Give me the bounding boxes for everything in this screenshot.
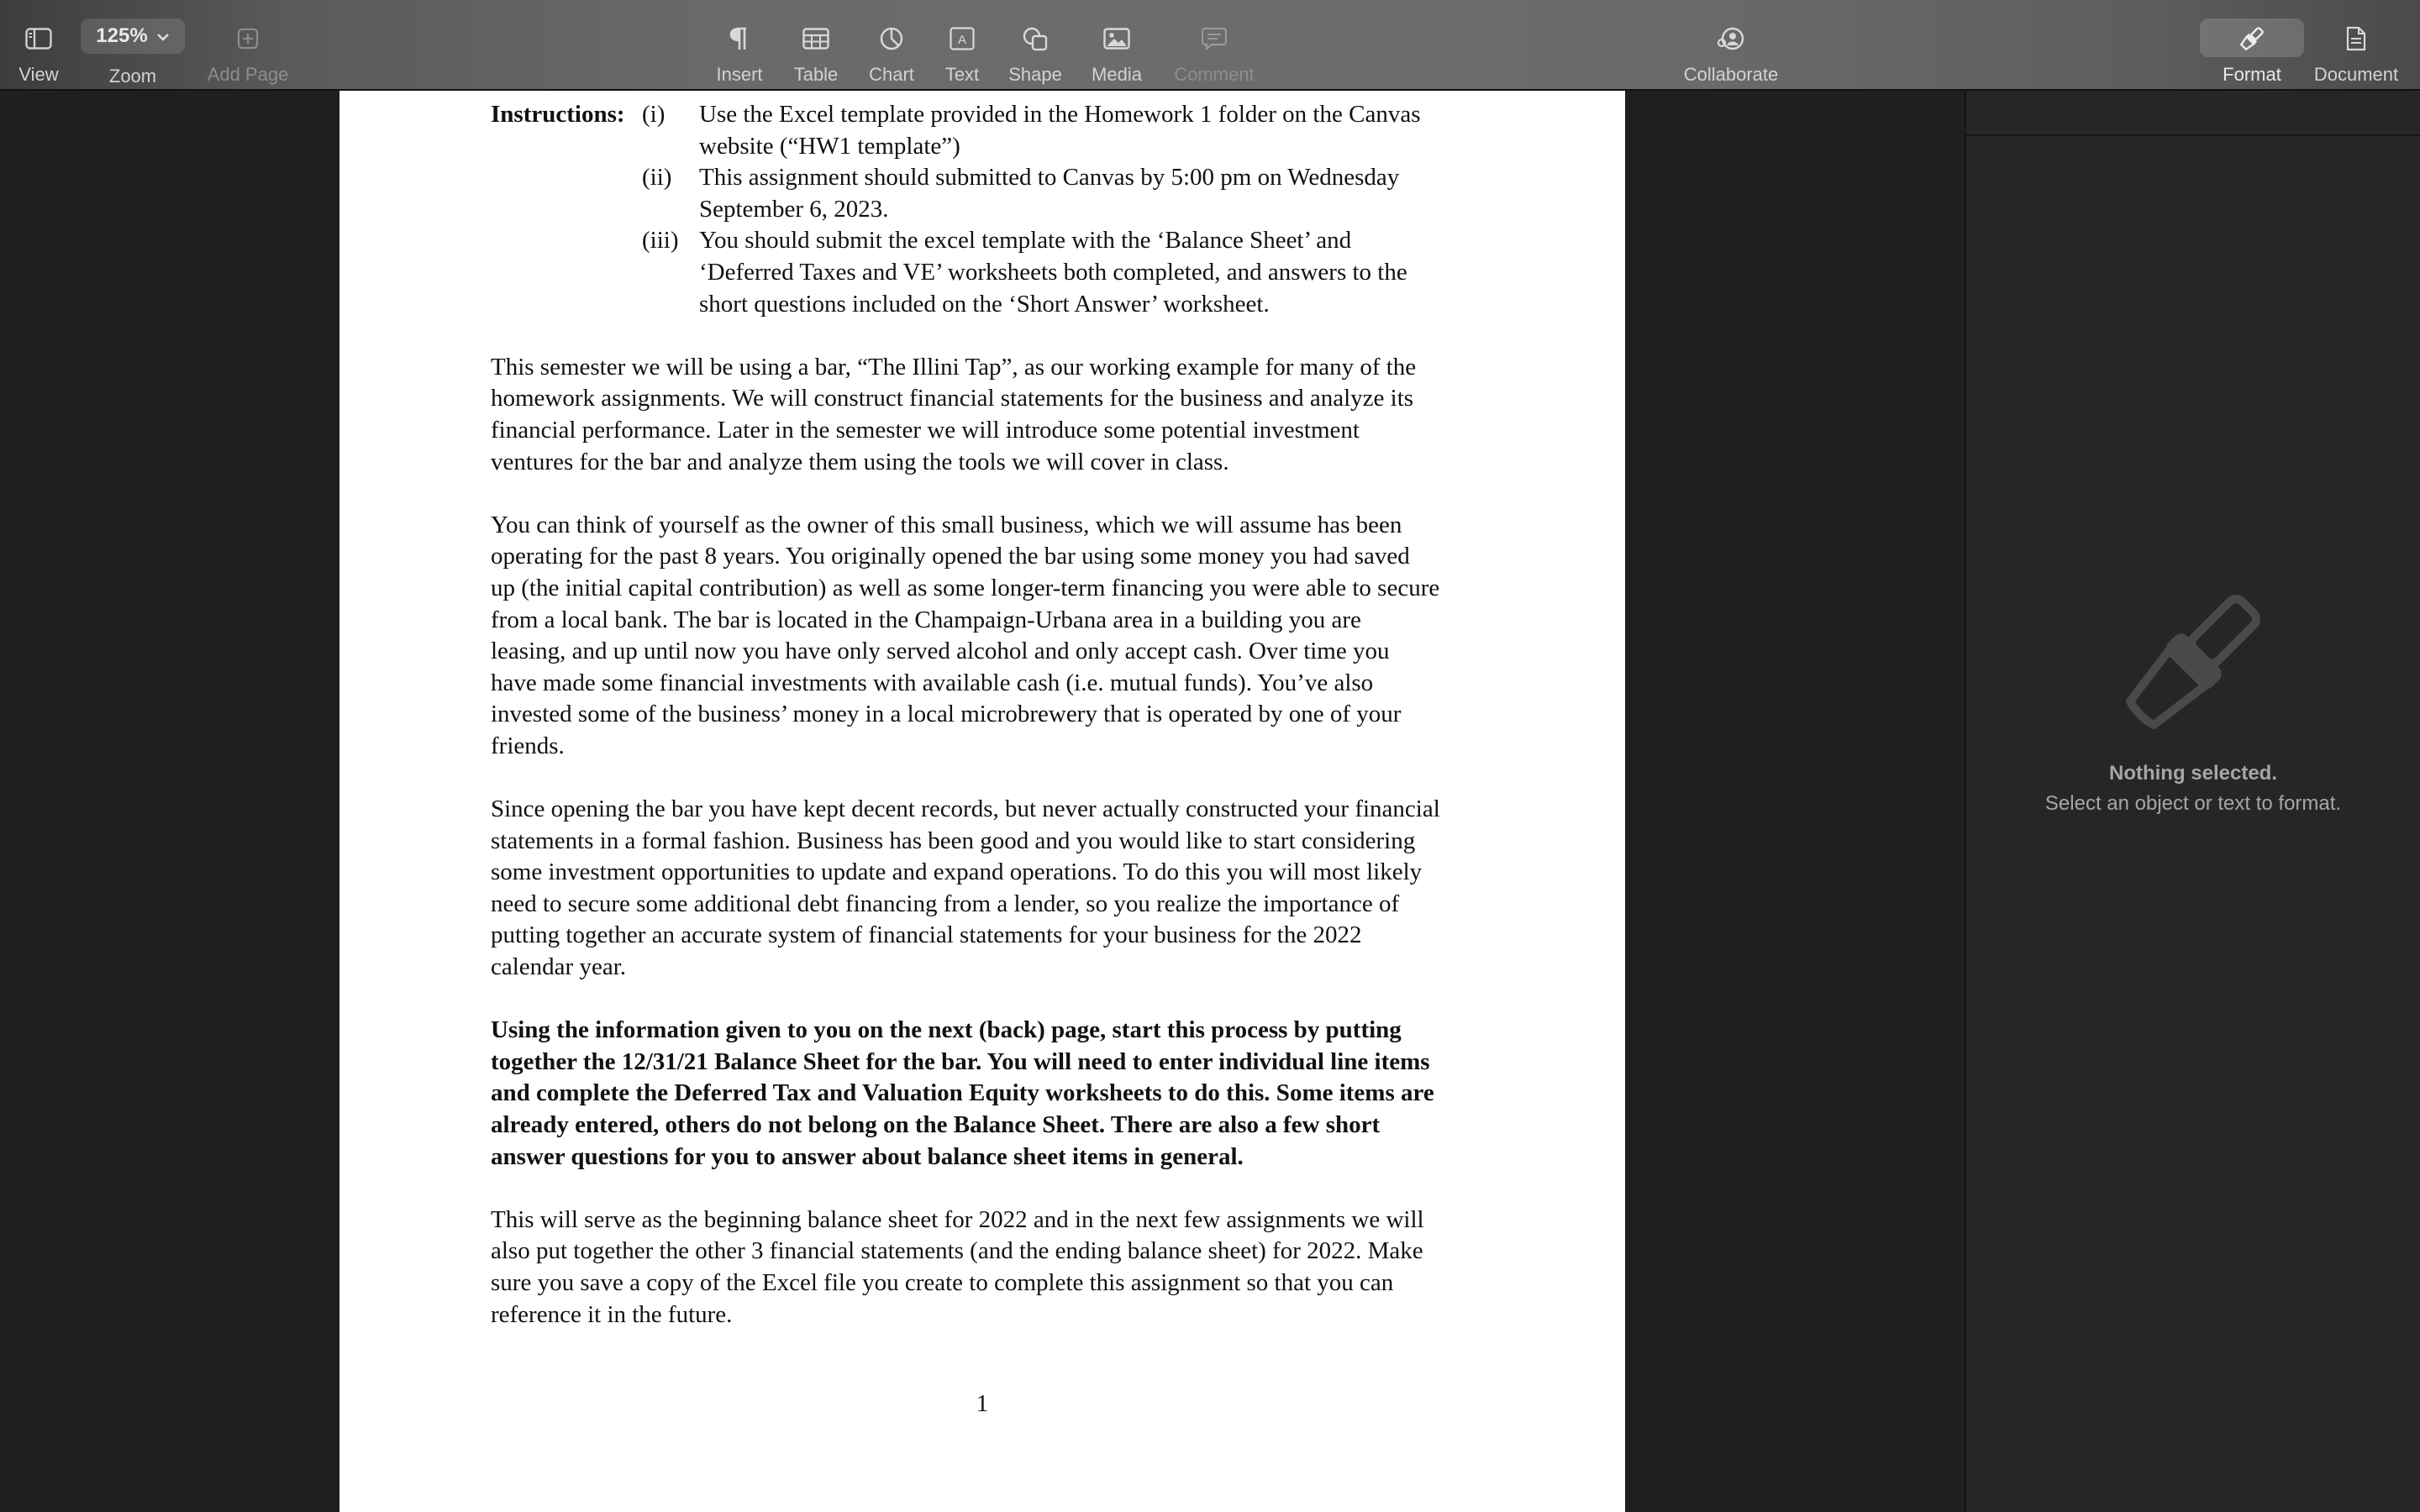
text-line: and complete the Deferred Tax and Valuation Equity worksheets to do this. Some items are: [491, 1079, 1434, 1107]
add-page-label: Add Page: [207, 64, 289, 85]
media-label: Media: [1092, 64, 1142, 85]
text-line: from a local bank. The bar is located in the Champaign-Urbana area in a building you are: [491, 606, 1361, 633]
comment-button[interactable]: [1166, 0, 1262, 91]
instruction-item: [642, 225, 1482, 320]
paragraph-intro: [491, 352, 1482, 478]
text-line: You should submit the excel template with the ‘Balance Sheet’ and: [699, 227, 1352, 255]
text-line: putting together an accurate system of financial statements for your business for the 2022: [491, 921, 1362, 949]
instructions-heading: Instructions:: [491, 101, 625, 128]
chart-label: Chart: [869, 64, 914, 85]
text-line: sure you save a copy of the Excel file you create to complete this assignment so that you can: [491, 1268, 1394, 1296]
zoom-control[interactable]: [81, 0, 185, 91]
zoom-value: 125%: [96, 24, 148, 47]
paragraph-owner: [491, 510, 1482, 763]
document-icon: [2346, 22, 2366, 55]
toolbar: [0, 0, 2420, 91]
pilcrow-icon: [729, 22, 750, 55]
table-label: Table: [793, 64, 839, 85]
text-line: statements in a formal fashion. Business has been good and you would like to start considering: [491, 827, 1416, 854]
text-line: financial performance. Later in the semester we will introduce some potential investment: [491, 416, 1360, 444]
text-line: Since opening the bar you have kept decent records, but never actually constructed your financial: [491, 795, 1440, 823]
text-line: This semester we will be using a bar, “The Illini Tap”, as our working example for many of the: [491, 353, 1417, 381]
text-line: answer questions for you to answer about balance sheet items in general.: [491, 1142, 1244, 1170]
document-label: Document: [2313, 64, 2399, 85]
paragraph-closing: [491, 1205, 1482, 1331]
insert-label: Insert: [716, 64, 763, 85]
text-button[interactable]: [931, 0, 993, 91]
pie-chart-icon: [879, 22, 904, 55]
instruction-number: (iii): [642, 227, 679, 255]
text-line: ventures for the bar and analyze them using the tools we will cover in class.: [491, 448, 1229, 475]
comment-label: Comment: [1174, 64, 1255, 85]
text-line: friends.: [491, 732, 565, 759]
text-line: have made some financial investments with available cash (i.e. mutual funds). You’ve also: [491, 669, 1374, 696]
zoom-select[interactable]: [81, 18, 185, 54]
text-label: Text: [944, 64, 980, 85]
plus-square-icon: [237, 22, 259, 55]
table-button[interactable]: [782, 0, 850, 91]
inspector-header: [1966, 91, 2420, 136]
nothing-selected-title: Nothing selected.: [2108, 762, 2278, 785]
text-line: Using the information given to you on the next (back) page, start this process by putting: [491, 1016, 1402, 1044]
text-line: Use the Excel template provided in the Homework 1 folder on the Canvas: [699, 101, 1421, 128]
instruction-text: [699, 162, 1482, 225]
text-line: short questions included on the ‘Short Answer’ worksheet.: [699, 290, 1270, 318]
text-line: reference it in the future.: [491, 1300, 733, 1328]
instruction-item: [642, 99, 1482, 162]
document-body[interactable]: [491, 99, 1482, 1331]
add-page-button[interactable]: [202, 0, 294, 91]
page-number: 1: [976, 1390, 989, 1417]
text-line: This assignment should submitted to Canvas by 5:00 pm on Wednesday: [699, 164, 1400, 192]
instructions-list: [642, 99, 1482, 320]
collaborate-label: Collaborate: [1683, 64, 1779, 85]
chevron-down-icon: [156, 24, 170, 48]
text-line: You can think of yourself as the owner of this small business, which we will assume has been: [491, 511, 1402, 538]
image-icon: [1103, 22, 1130, 55]
text-line: up (the initial capital contribution) as well as some longer-term financing you were able to secure: [491, 574, 1440, 601]
text-line: September 6, 2023.: [699, 195, 889, 223]
format-label: Format: [2223, 64, 2281, 85]
document-page[interactable]: [339, 91, 1625, 1512]
text-line: leasing, and up until now you have only served alcohol and only accept cash. Over time you: [491, 638, 1390, 665]
text-line: some investment opportunities to update and expand operations. To do this you will most likely: [491, 858, 1423, 886]
zoom-label: Zoom: [108, 66, 157, 87]
view-label: View: [18, 64, 59, 85]
document-button[interactable]: [2311, 0, 2402, 91]
instruction-number: (ii): [642, 164, 672, 192]
nothing-selected-subtitle: Select an object or text to format.: [2044, 792, 2342, 815]
text-line: operating for the past 8 years. You originally opened the bar using some money you had saved: [491, 543, 1410, 570]
instruction-text: [699, 225, 1482, 320]
paragraph-task: [491, 1015, 1482, 1173]
text-line: website (“HW1 template”): [699, 132, 960, 160]
inspector-empty-state: [1966, 586, 2420, 816]
table-icon: [802, 22, 829, 55]
text-line: ‘Deferred Taxes and VE’ worksheets both completed, and answers to the: [699, 258, 1407, 286]
collaborate-button[interactable]: [1676, 0, 1786, 91]
text-line: need to secure some additional debt financing from a lender, so you realize the importance of: [491, 890, 1400, 917]
text-line: This will serve as the beginning balance sheet for 2022 and in the next few assignments we will: [491, 1205, 1424, 1233]
shape-icon: [1022, 22, 1049, 55]
media-button[interactable]: [1081, 0, 1153, 91]
instructions-block: [491, 99, 1482, 320]
paintbrush-icon: [2239, 22, 2265, 55]
text-line: homework assignments. We will construct financial statements for the business and analyze its: [491, 385, 1414, 412]
text-line: together the 12/31/21 Balance Sheet for the bar. You will need to enter individual line items: [491, 1047, 1430, 1075]
shape-button[interactable]: [1000, 0, 1071, 91]
document-canvas[interactable]: [0, 91, 1965, 1512]
chart-button[interactable]: [859, 0, 924, 91]
instruction-item: [642, 162, 1482, 225]
shape-label: Shape: [1008, 64, 1062, 85]
format-inspector: [1965, 91, 2420, 1512]
insert-button[interactable]: [706, 0, 773, 91]
comment-icon: [1202, 22, 1227, 55]
paragraph-records: [491, 794, 1482, 984]
text-line: calendar year.: [491, 953, 627, 981]
paintbrush-icon: [1966, 586, 2420, 742]
text-line: invested some of the business’ money in a local microbrewery that is operated by one of your: [491, 701, 1402, 728]
collaborate-icon: [1717, 22, 1745, 55]
view-button[interactable]: [13, 0, 64, 91]
instruction-text: [699, 99, 1482, 162]
text-line: also put together the other 3 financial statements (and the ending balance sheet) for 2022. Make: [491, 1237, 1423, 1265]
sidebar-icon: [25, 22, 52, 55]
svg-text:A: A: [957, 33, 967, 47]
instruction-number: (i): [642, 101, 666, 128]
text-box-icon: [950, 22, 975, 55]
format-button[interactable]: [2210, 0, 2294, 91]
text-line: already entered, others do not belong on the Balance Sheet. There are also a few short: [491, 1111, 1381, 1138]
